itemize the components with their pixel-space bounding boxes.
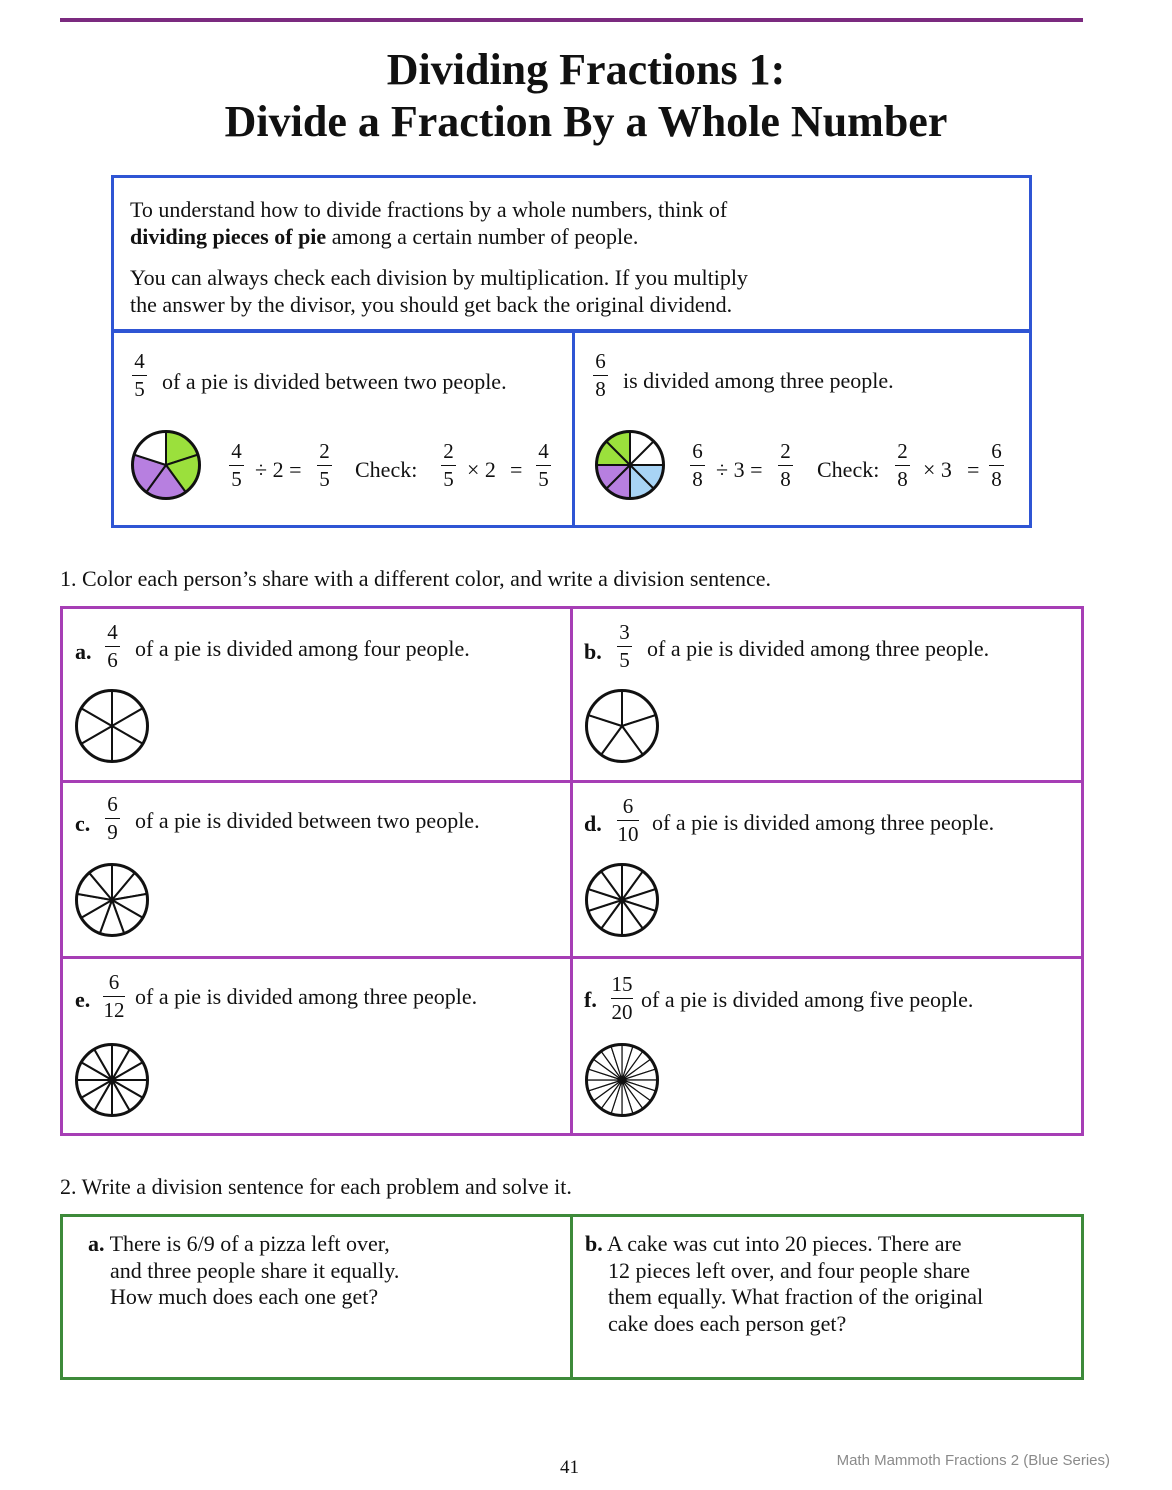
footer-credit: Math Mammoth Fractions 2 (Blue Series) [836, 1452, 1110, 1469]
example2-equals: = [967, 457, 980, 482]
pie-icon[interactable] [74, 1042, 150, 1118]
intro-box [111, 175, 1032, 333]
example2-text: is divided among three people. [623, 368, 894, 393]
item-fraction: 6 12 [103, 970, 125, 1022]
example1-pie [130, 429, 202, 501]
pie-icon[interactable] [584, 1042, 660, 1118]
q2b-line4: cake does each person get? [608, 1311, 847, 1336]
example2-check-result: 6 8 [989, 440, 1004, 491]
intro-line2-rest: among a certain number of people. [326, 224, 639, 249]
q2-grid-divider [570, 1217, 573, 1377]
item-fraction: 4 6 [105, 621, 120, 672]
q1-item-b [573, 609, 1078, 778]
item-text: of a pie is divided among five people. [641, 987, 974, 1012]
q2-instruction: 2. Write a division sentence for each problem and solve it. [60, 1174, 572, 1199]
example1-check-op: × 2 [467, 457, 496, 482]
page-title-line1: Dividing Fractions 1: [386, 45, 786, 94]
q1-item-c [63, 781, 568, 954]
pie-icon[interactable] [74, 688, 150, 764]
item-text: of a pie is divided among four people. [135, 636, 470, 661]
example2-pie [594, 429, 666, 501]
example2-check-label: Check: [817, 457, 880, 482]
item-label: a. [75, 639, 92, 664]
item-fraction: 3 5 [617, 621, 632, 672]
item-label: d. [584, 811, 602, 836]
item-label: e. [75, 987, 91, 1012]
intro-line1: To understand how to divide fractions by a whole numbers, think of [130, 197, 728, 222]
q2b-line1: b. A cake was cut into 20 pieces. There are [585, 1231, 962, 1256]
example1-div-op: ÷ 2 = [255, 457, 302, 482]
example1-text: of a pie is divided between two people. [162, 369, 507, 394]
top-rule [60, 18, 1083, 22]
q1-item-d [573, 781, 1078, 954]
example1-fraction: 4 5 [132, 350, 147, 401]
item-fraction: 15 20 [611, 972, 633, 1024]
item-fraction: 6 9 [105, 793, 120, 844]
example2-div-op: ÷ 3 = [716, 457, 763, 482]
intro-line4: the answer by the divisor, you should get back the original dividend. [130, 292, 733, 317]
example2-fraction: 6 8 [593, 350, 608, 401]
page-title-line2: Divide a Fraction By a Whole Number [224, 97, 948, 146]
pie-icon[interactable] [584, 862, 660, 938]
item-label: b. [584, 639, 602, 664]
q2a-line3: How much does each one get? [110, 1284, 379, 1309]
example2-div-fraction: 6 8 [690, 440, 705, 491]
example-box-2 [572, 329, 1032, 528]
example1-div-fraction: 4 5 [229, 440, 244, 491]
item-label: c. [75, 811, 91, 836]
example2-check-op: × 3 [923, 457, 952, 482]
item-text: of a pie is divided among three people. [135, 984, 478, 1009]
page-number: 41 [560, 1457, 579, 1478]
example2-check-fraction: 2 8 [895, 440, 910, 491]
q1-item-a [63, 609, 568, 778]
q1-item-e [63, 957, 568, 1130]
example-box-1 [111, 329, 575, 528]
q1-instruction: 1. Color each person’s share with a different color, and write a division sentence. [60, 566, 772, 591]
q2a-line1: a. There is 6/9 of a pizza left over, [88, 1231, 390, 1256]
q1-item-f [573, 957, 1078, 1130]
intro-line3: You can always check each division by multiplication. If you multiply [130, 265, 748, 290]
q2b-line2: 12 pieces left over, and four people share [608, 1258, 970, 1283]
example2-answer-fraction: 2 8 [778, 440, 793, 491]
example1-check-label: Check: [355, 457, 418, 482]
q2b-line3: them equally. What fraction of the original [608, 1284, 984, 1309]
example1-equals: = [510, 457, 523, 482]
example1-answer-fraction: 2 5 [317, 440, 332, 491]
item-text: of a pie is divided between two people. [135, 808, 480, 833]
intro-line2 [130, 223, 638, 250]
item-text: of a pie is divided among three people. [647, 636, 990, 661]
item-text: of a pie is divided among three people. [652, 810, 995, 835]
pie-icon[interactable] [584, 688, 660, 764]
intro-bold: dividing pieces of pie [130, 224, 327, 249]
item-label: f. [584, 987, 597, 1012]
pie-icon[interactable] [74, 862, 150, 938]
example1-check-fraction: 2 5 [441, 440, 456, 491]
item-fraction: 6 10 [617, 794, 639, 846]
example1-check-result: 4 5 [536, 440, 551, 491]
q2a-line2: and three people share it equally. [110, 1258, 400, 1283]
